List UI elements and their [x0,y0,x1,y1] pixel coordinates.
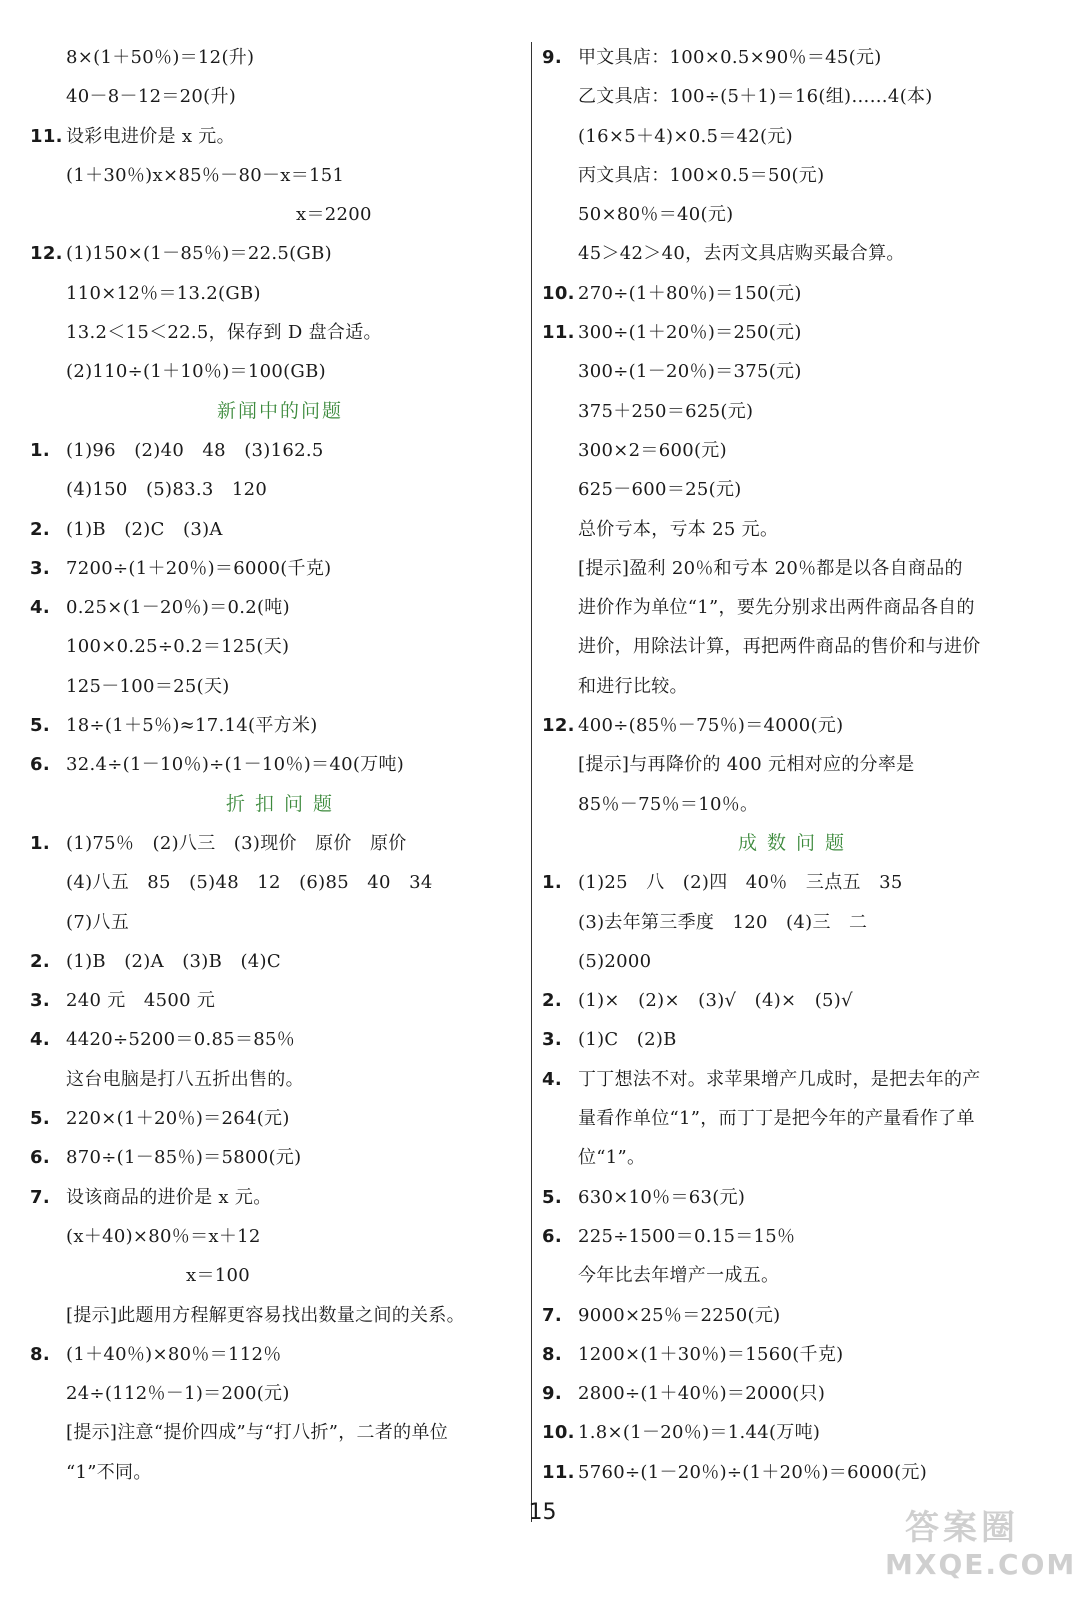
answer-text: (1)25 八 (2)四 40％ 三点五 35 [578,872,903,894]
answer-text: 110×12％＝13.2(GB) [66,282,261,304]
watermark-url: MXQE.COM [885,1548,1077,1581]
answer-text: 270÷(1＋80％)＝150(元) [578,282,802,304]
answer-line [542,1296,1042,1335]
question-number: 10. [542,1422,575,1444]
answer-line [542,1217,1042,1256]
answer-line [542,274,1042,313]
answer-text: 丁丁想法不对。求苹果增产几成时，是把去年的产 [578,1068,981,1090]
answer-text: 2800÷(1＋40％)＝2000(只) [578,1383,826,1405]
question-number: 7. [30,1186,50,1208]
answer-text: 32.4÷(1－10％)÷(1－10％)＝40(万吨) [66,754,405,776]
page-number: 15 [528,1500,557,1525]
question-number: 6. [542,1225,562,1247]
answer-line [542,510,1042,549]
answer-text: (3)去年第三季度 120 (4)三 二 [578,911,868,933]
answer-text: 400÷(85％－75％)＝4000(元) [578,715,844,737]
answer-text: (1)B (2)C (3)A [66,518,223,540]
answer-text: 300÷(1－20％)＝375(元) [578,361,802,383]
answer-line [30,942,530,981]
question-number: 4. [30,597,50,619]
answer-text: x＝2200 [296,204,372,226]
answer-text: 设该商品的进价是 x 元。 [66,1186,272,1208]
answer-text: 这台电脑是打八五折出售的。 [66,1068,304,1090]
answer-text: [提示]注意“提价四成”与“打八折”，二者的单位 [66,1422,449,1444]
answer-text: 220×(1＋20％)＝264(元) [66,1108,290,1130]
answer-text: “1”不同。 [66,1461,152,1483]
answer-text: (1＋40％)×80％＝112％ [66,1343,282,1365]
answer-text: 225÷1500＝0.15＝15％ [578,1225,796,1247]
answer-text: (4)150 (5)83.3 120 [66,479,268,501]
column-divider [531,42,532,1522]
answer-line [542,1099,1042,1138]
answer-text: 今年比去年增产一成五。 [578,1265,780,1287]
question-number: 10. [542,282,575,304]
answer-text: 5760÷(1－20％)÷(1＋20％)＝6000(元) [578,1461,928,1483]
question-number: 6. [30,1147,50,1169]
answer-line [30,195,530,234]
answer-text: 40－8－12＝20(升) [66,86,237,108]
question-number: 8. [542,1343,562,1365]
answer-line [30,510,530,549]
answer-text: 630×10％＝63(元) [578,1186,746,1208]
question-number: 3. [30,557,50,579]
question-number: 4. [30,1029,50,1051]
answer-line [30,627,530,666]
answer-text: (5)2000 [578,950,652,972]
answer-text: (1)× (2)× (3)√ (4)× (5)√ [578,990,853,1012]
question-number: 12. [542,715,575,737]
answer-line [30,38,530,77]
answer-text: 8×(1＋50％)＝12(升) [66,47,255,68]
answer-text: 45＞42＞40，去丙文具店购买最合算。 [578,243,905,265]
answer-text: (1)96 (2)40 48 (3)162.5 [66,439,324,461]
answer-text: 甲文具店：100×0.5×90％＝45(元) [578,47,882,68]
answer-line [30,274,530,313]
answer-line [30,588,530,627]
answer-text: [提示]盈利 20％和亏本 20％都是以各自商品的 [578,557,963,579]
answer-line [30,1020,530,1059]
answer-line [542,313,1042,352]
question-number: 2. [542,990,562,1012]
answer-line [542,981,1042,1020]
answer-line [542,549,1042,588]
left-column [30,38,530,1492]
answer-text: (1)C (2)B [578,1029,677,1051]
answer-text: 85％－75％＝10％。 [578,793,759,815]
answer-line [542,1256,1042,1295]
watermark-logo [875,1500,1075,1590]
section-heading: 成 数 问 题 [737,831,847,854]
answer-text: 进价作为单位“1”，要先分别求出两件商品各自的 [578,597,975,619]
answer-line [30,234,530,273]
answer-text: 375＋250＝625(元) [578,400,754,422]
answer-text: 量看作单位“1”，而丁丁是把今年的产量看作了单 [578,1108,975,1130]
answer-line [542,785,1042,824]
answer-line [542,588,1042,627]
answer-text: 乙文具店：100÷(5＋1)＝16(组)……4(本) [578,86,933,108]
answer-text: 0.25×(1－20％)＝0.2(吨) [66,597,290,619]
answer-line [30,77,530,116]
question-number: 5. [30,1108,50,1130]
question-number: 9. [542,47,562,68]
answer-line [30,431,530,470]
answer-line [542,117,1042,156]
answer-line [30,667,530,706]
answer-text: 300÷(1＋20％)＝250(元) [578,322,802,344]
question-number: 5. [30,715,50,737]
answer-line [30,352,530,391]
answer-line [30,824,530,863]
answer-text: 625－600＝25(元) [578,479,742,501]
answer-line [542,1335,1042,1374]
answer-text: 9000×25％＝2250(元) [578,1304,781,1326]
answer-line [30,1413,530,1452]
answer-text: (7)八五 [66,911,129,933]
question-number: 11. [30,125,63,147]
answer-line [30,470,530,509]
answer-line [542,352,1042,391]
answer-text: 240 元 4500 元 [66,990,216,1012]
question-number: 11. [542,322,575,344]
answer-text: 100×0.25÷0.2＝125(天) [66,636,290,658]
question-number: 1. [542,872,562,894]
question-number: 6. [30,754,50,776]
question-number: 1. [30,832,50,854]
answer-text: 4420÷5200＝0.85＝85％ [66,1029,296,1051]
answer-line [30,1453,530,1492]
answer-line [542,1020,1042,1059]
question-number: 3. [542,1029,562,1051]
answer-line [542,745,1042,784]
answer-line [30,1099,530,1138]
answer-text: 300×2＝600(元) [578,439,727,461]
answer-line [30,706,530,745]
watermark-text: 答案圈 [905,1508,1019,1548]
answer-line [542,903,1042,942]
answer-text: (1)150×(1－85％)＝22.5(GB) [66,243,332,265]
answer-line [542,627,1042,666]
answer-line [542,706,1042,745]
answer-line [30,156,530,195]
question-number: 11. [542,1461,575,1483]
answer-line [542,1178,1042,1217]
question-number: 4. [542,1068,562,1090]
answer-line [30,1374,530,1413]
answer-text: (x＋40)×80％＝x＋12 [66,1225,261,1247]
answer-text: 和进行比较。 [578,675,688,697]
answer-line [542,1413,1042,1452]
answer-line [30,117,530,156]
answer-text: 1200×(1＋30％)＝1560(千克) [578,1343,844,1365]
question-number: 8. [30,1343,50,1365]
answer-text: 13.2＜15＜22.5，保存到 D 盘合适。 [66,322,382,344]
answer-line [30,1217,530,1256]
answer-line [542,234,1042,273]
answer-line [542,863,1042,902]
answer-line [542,1060,1042,1099]
question-number: 3. [30,990,50,1012]
question-number: 1. [30,439,50,461]
right-column [542,38,1042,1492]
question-number: 2. [30,518,50,540]
answer-line [542,1138,1042,1177]
answer-line [30,313,530,352]
answer-text: [提示]此题用方程解更容易找出数量之间的关系。 [66,1304,465,1326]
answer-line [30,903,530,942]
answer-line [30,1335,530,1374]
answer-text: 870÷(1－85％)＝5800(元) [66,1147,302,1169]
answer-text: 丙文具店：100×0.5＝50(元) [578,164,825,186]
answer-text: [提示]与再降价的 400 元相对应的分率是 [578,754,915,776]
answer-line [542,942,1042,981]
answer-line [542,156,1042,195]
answer-line [30,745,530,784]
answer-line [30,1296,530,1335]
answer-text: 24÷(112％－1)＝200(元) [66,1383,290,1405]
answer-line [30,1138,530,1177]
answer-line [30,549,530,588]
answer-line [542,195,1042,234]
question-number: 12. [30,243,63,265]
answer-line [542,77,1042,116]
answer-line [30,1256,530,1295]
answer-line [30,863,530,902]
question-number: 2. [30,950,50,972]
answer-text: 18÷(1＋5％)≈17.14(平方米) [66,715,318,737]
answer-line [542,1374,1042,1413]
answer-text: x＝100 [186,1265,251,1287]
answer-text: 进价，用除法计算，再把两件商品的售价和与进价 [578,636,981,658]
answer-line [30,981,530,1020]
answer-text: (16×5＋4)×0.5＝42(元) [578,125,793,147]
answer-line [30,1060,530,1099]
answer-text: (1＋30％)x×85％－80－x＝151 [66,164,345,186]
answer-line [542,1453,1042,1492]
answer-line [542,38,1042,77]
answer-text: 设彩电进价是 x 元。 [66,125,235,147]
question-number: 5. [542,1186,562,1208]
section-heading: 折 扣 问 题 [225,792,335,815]
answer-line [542,470,1042,509]
answer-text: 7200÷(1＋20％)＝6000(千克) [66,557,332,579]
answer-text: 位“1”。 [578,1147,646,1169]
answer-text: (1)B (2)A (3)B (4)C [66,950,281,972]
answer-text: 1.8×(1－20％)＝1.44(万吨) [578,1422,821,1444]
answer-line [542,667,1042,706]
question-number: 9. [542,1383,562,1405]
section-heading: 新闻中的问题 [216,399,343,422]
question-number: 7. [542,1304,562,1326]
answer-line [542,431,1042,470]
answer-text: 125－100＝25(天) [66,675,230,697]
answer-text: (4)八五 85 (5)48 12 (6)85 40 34 [66,872,433,894]
answer-line [542,392,1042,431]
answer-line [30,1178,530,1217]
answer-text: 50×80％＝40(元) [578,204,734,226]
answer-text: (1)75％ (2)八三 (3)现价 原价 原价 [66,832,407,854]
answer-text: (2)110÷(1＋10％)＝100(GB) [66,361,326,383]
answer-text: 总价亏本，亏本 25 元。 [578,518,779,540]
